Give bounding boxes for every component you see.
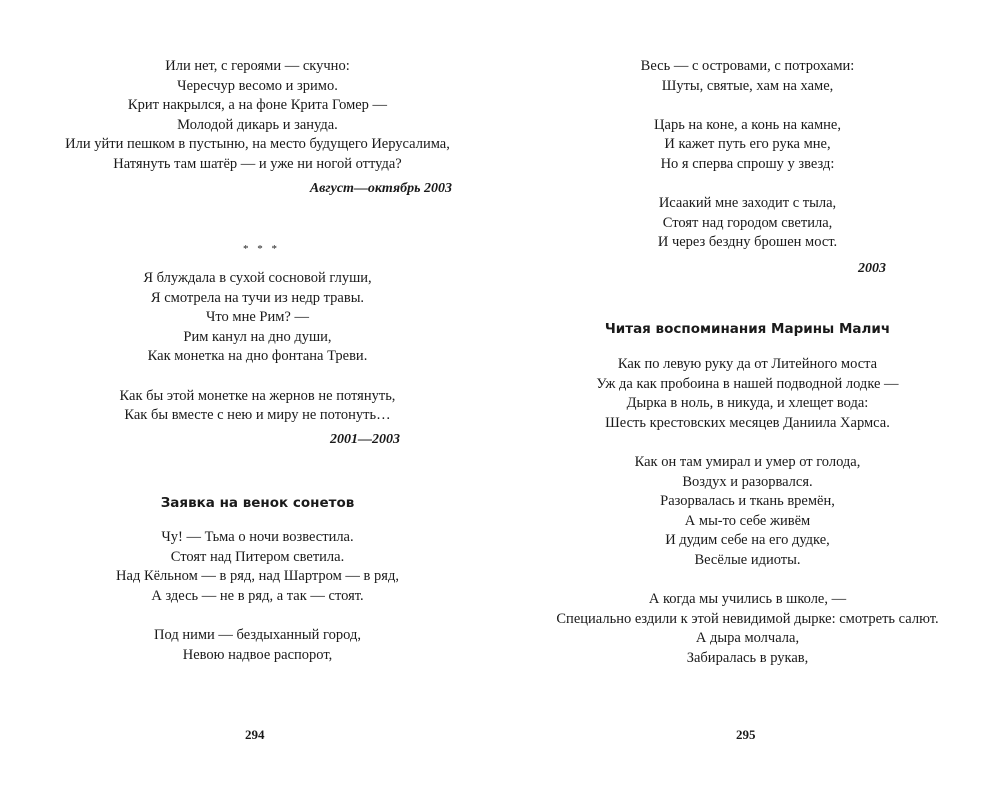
verse-line: Как бы вместе с нею и миру не потонуть… — [124, 407, 391, 424]
verse-line: Забиралась в рукав, — [686, 649, 809, 666]
verse-line: Крит накрылся, а на фоне Крита Гомер — — [127, 97, 388, 114]
verse-line: Разорвалась и ткань времён, — [660, 493, 835, 510]
poem-date: 2003 — [858, 261, 886, 276]
verse-line: Или нет, с героями — скучно: — [165, 58, 350, 74]
verse-line: Под ними — бездыханный город, — [154, 626, 361, 643]
verse-line: Дырка в ноль, в никуда, и хлещет вода: — [626, 395, 869, 412]
verse-line: Чересчур весомо и зримо. — [177, 77, 338, 94]
verse-line: Рим канул на дно души, — [183, 328, 332, 345]
verse-line: Уж да как пробоина в нашей подводной лодке — — [596, 375, 899, 392]
poem-title: Читая воспоминания Марины Малич — [604, 321, 891, 337]
verse-line: Молодой дикарь и зануда. — [177, 116, 338, 133]
verse-line: И дудим себе на его дудке, — [665, 532, 830, 549]
verse-line: Стоят над городом светила, — [662, 214, 833, 231]
verse-line: Натянуть там шатёр — и уже ни ногой оттуда? — [113, 155, 402, 172]
verse-line: Как он там умирал и умер от голода, — [634, 453, 861, 470]
verse-line: И через бездну брошен мост. — [657, 234, 838, 251]
verse-line: Что мне Рим? — — [205, 309, 309, 326]
page-number: 294 — [245, 727, 265, 742]
right-page — [500, 0, 1000, 800]
poem-title: Заявка на венок сонетов — [160, 495, 355, 511]
verse-line: Шуты, святые, хам на хаме, — [661, 77, 834, 94]
poem-stanza — [60, 269, 455, 426]
page-number: 295 — [736, 727, 756, 742]
poem-stanza — [20, 57, 495, 175]
verse-line: Или уйти пешком в пустыню, на место будущего Иерусалима, — [65, 136, 450, 153]
poem-stanza — [520, 57, 975, 253]
poem-stanza — [60, 528, 455, 665]
verse-line: Я блуждала в сухой сосновой глуши, — [143, 270, 372, 286]
verse-line: Царь на коне, а конь на камне, — [654, 116, 841, 133]
verse-line: И кажет путь его рука мне, — [664, 136, 831, 153]
verse-line: Я смотрела на тучи из недр травы. — [150, 289, 365, 306]
verse-line: Весь — с островами, с потрохами: — [640, 58, 855, 74]
verse-line: Исаакий мне заходит с тыла, — [658, 195, 837, 212]
verse-line: Чу! — Тьма о ночи возвестила. — [161, 529, 354, 545]
verse-line: А дыра молчала, — [695, 630, 800, 647]
verse-line: А мы-то себе живём — [684, 512, 811, 529]
verse-line: Над Кёльном — в ряд, над Шартром — в ряд, — [116, 568, 399, 585]
verse-line: Воздух и разорвался. — [682, 473, 813, 490]
verse-line: Шесть крестовских месяцев Даниила Хармса. — [605, 414, 890, 431]
section-separator: * * * — [243, 243, 280, 255]
verse-line: Как бы этой монетке на жернов не потянуть, — [119, 387, 396, 404]
poem-stanza — [520, 355, 975, 669]
verse-line: Как монетка на дно фонтана Треви. — [147, 348, 368, 365]
verse-line: Стоят над Питером светила. — [170, 548, 345, 565]
verse-line: Весёлые идиоты. — [694, 551, 801, 568]
verse-line: А здесь — не в ряд, а так — стоят. — [151, 587, 364, 604]
poem-date: 2001—2003 — [330, 432, 400, 447]
verse-line: А когда мы учились в школе, — — [648, 591, 847, 608]
verse-line: Специально ездили к этой невидимой дырке: смотреть салют. — [556, 610, 939, 627]
verse-line: Как по левую руку да от Литейного моста — [617, 356, 878, 372]
verse-line: Но я сперва спрошу у звезд: — [660, 155, 835, 172]
poem-date: Август—октябрь 2003 — [309, 181, 452, 196]
verse-line: Невою надвое распорот, — [182, 646, 333, 663]
